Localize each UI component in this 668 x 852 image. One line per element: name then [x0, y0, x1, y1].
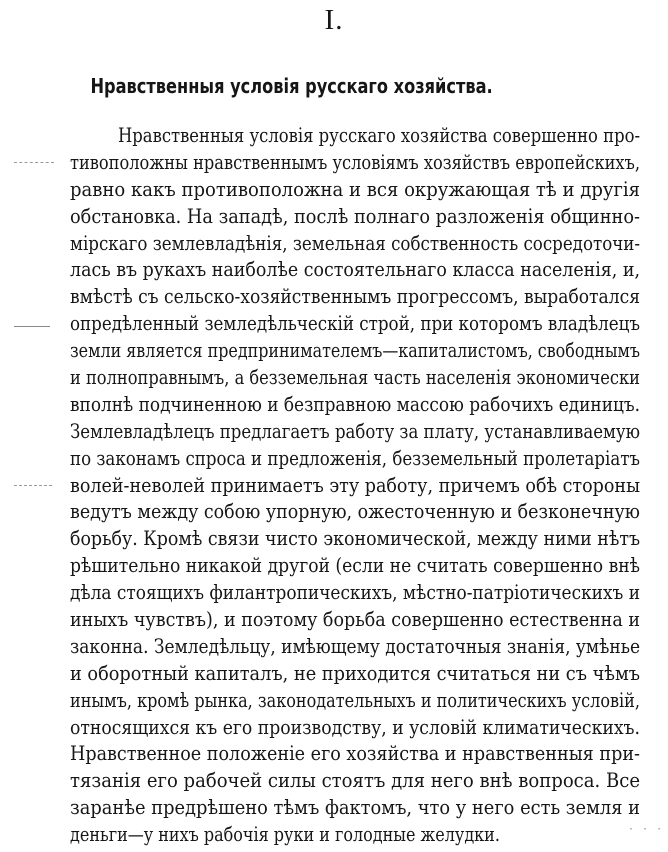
body-text: [70, 122, 640, 848]
text-line: [70, 391, 640, 418]
text-line: [70, 579, 640, 606]
text-line-content: законна. Земледѣльцу, имѣющему достаточныя знанія, умѣнье: [70, 633, 641, 658]
text-line: [70, 176, 640, 203]
text-line: [70, 552, 640, 579]
text-line: [70, 687, 640, 714]
margin-pencil-mark: [14, 485, 52, 488]
text-line-content: лась въ рукахъ наиболѣе состоятельнаго класса населенія, и,: [70, 257, 641, 282]
text-line-content: инымъ, кромѣ рынка, законодательныхъ и политическихъ условій,: [70, 687, 640, 712]
text-line: [70, 633, 640, 660]
text-line-content: борьбу. Кромѣ связи чисто экономической, между ними нѣтъ: [70, 526, 641, 551]
text-line: [70, 767, 640, 794]
text-line-content: земли является предпринимателемъ—капиталистомъ, свободнымъ: [70, 338, 640, 363]
text-line-content: мірскаго землевладѣнія, земельная собственность сосредоточи-: [70, 230, 640, 255]
text-line: [70, 821, 640, 848]
text-line: [70, 364, 640, 391]
text-line-content: обстановка. На западѣ, послѣ полнаго разложенія общинно-: [70, 203, 640, 228]
text-line: [70, 149, 640, 176]
text-line-content: равно какъ противоположна и вся окружающая тѣ и другія: [70, 176, 641, 201]
edge-scan-marks: · · ·: [628, 824, 664, 835]
text-line: [70, 498, 640, 525]
text-line-content: вмѣстѣ съ сельско-хозяйственнымъ прогрессомъ, выработался: [70, 284, 641, 309]
text-line-content: иныхъ чувствъ), и поэтому борьба совершенно естественна и: [70, 607, 641, 632]
text-line: [70, 203, 640, 230]
text-line-content: Землевладѣлецъ предлагаетъ работу за плату, устанавливаемую: [70, 418, 641, 443]
text-line-content: по законамъ спроса и предложенія, безземельный пролетаріатъ: [70, 445, 641, 470]
margin-pencil-mark: [14, 326, 50, 329]
text-line: [70, 525, 640, 552]
text-line: [70, 660, 640, 687]
chapter-heading: Нравственныя условія русскаго хозяйства.: [90, 74, 493, 98]
text-line: [70, 256, 640, 283]
text-line: [70, 230, 640, 257]
text-line: [70, 337, 640, 364]
text-line-content: рѣшительно никакой другой (если не считать совершенно внѣ: [70, 553, 641, 578]
text-line-content: и оборотный капиталъ, не приходится считаться ни съ чѣмъ: [70, 660, 641, 685]
text-line-content: заранѣе предрѣшено тѣмъ фактомъ, что у него есть земля и: [70, 795, 641, 820]
text-line: [70, 418, 640, 445]
text-line-content: ведутъ между собою упорную, ожесточенную и безконечную: [70, 499, 640, 524]
chapter-numeral: I.: [324, 4, 344, 36]
text-line: [70, 122, 640, 149]
text-line: [70, 606, 640, 633]
text-line-content: волей-неволей принимаетъ эту работу, причемъ обѣ стороны: [70, 472, 641, 497]
text-line-content: опредѣленный земледѣльческій строй, при которомъ владѣлецъ: [70, 311, 640, 336]
text-line: [70, 283, 640, 310]
text-line: [70, 740, 640, 767]
text-line: [70, 310, 640, 337]
text-line-content: тязанія его рабочей силы стоятъ для него внѣ вопроса. Все: [70, 768, 641, 793]
text-line-content: деньги—у нихъ рабочія руки и голодные желудки.: [70, 822, 500, 847]
text-line-content: Нравственное положеніе его хозяйства и нравственныя при-: [70, 741, 640, 766]
text-line-content: Нравственныя условія русскаго хозяйства совершенно про-: [118, 123, 641, 147]
text-line-content: дѣла стоящихъ филантропическихъ, мѣстно-патріотическихъ и: [70, 580, 640, 605]
text-line-content: тивоположны нравственнымъ условіямъ хозяйствъ европейскихъ,: [70, 149, 641, 174]
text-line: [70, 714, 640, 741]
text-line-content: вполнѣ подчиненною и безправною массою рабочихъ единицъ.: [70, 391, 641, 416]
margin-pencil-mark: [14, 162, 54, 165]
text-line: [70, 445, 640, 472]
text-line-content: и полноправнымъ, а безземельная часть населенія экономически: [70, 365, 640, 390]
text-line-content: относящихся къ его производству, и условій климатическихъ.: [70, 714, 640, 739]
text-line: [70, 472, 640, 499]
text-line: [70, 794, 640, 821]
